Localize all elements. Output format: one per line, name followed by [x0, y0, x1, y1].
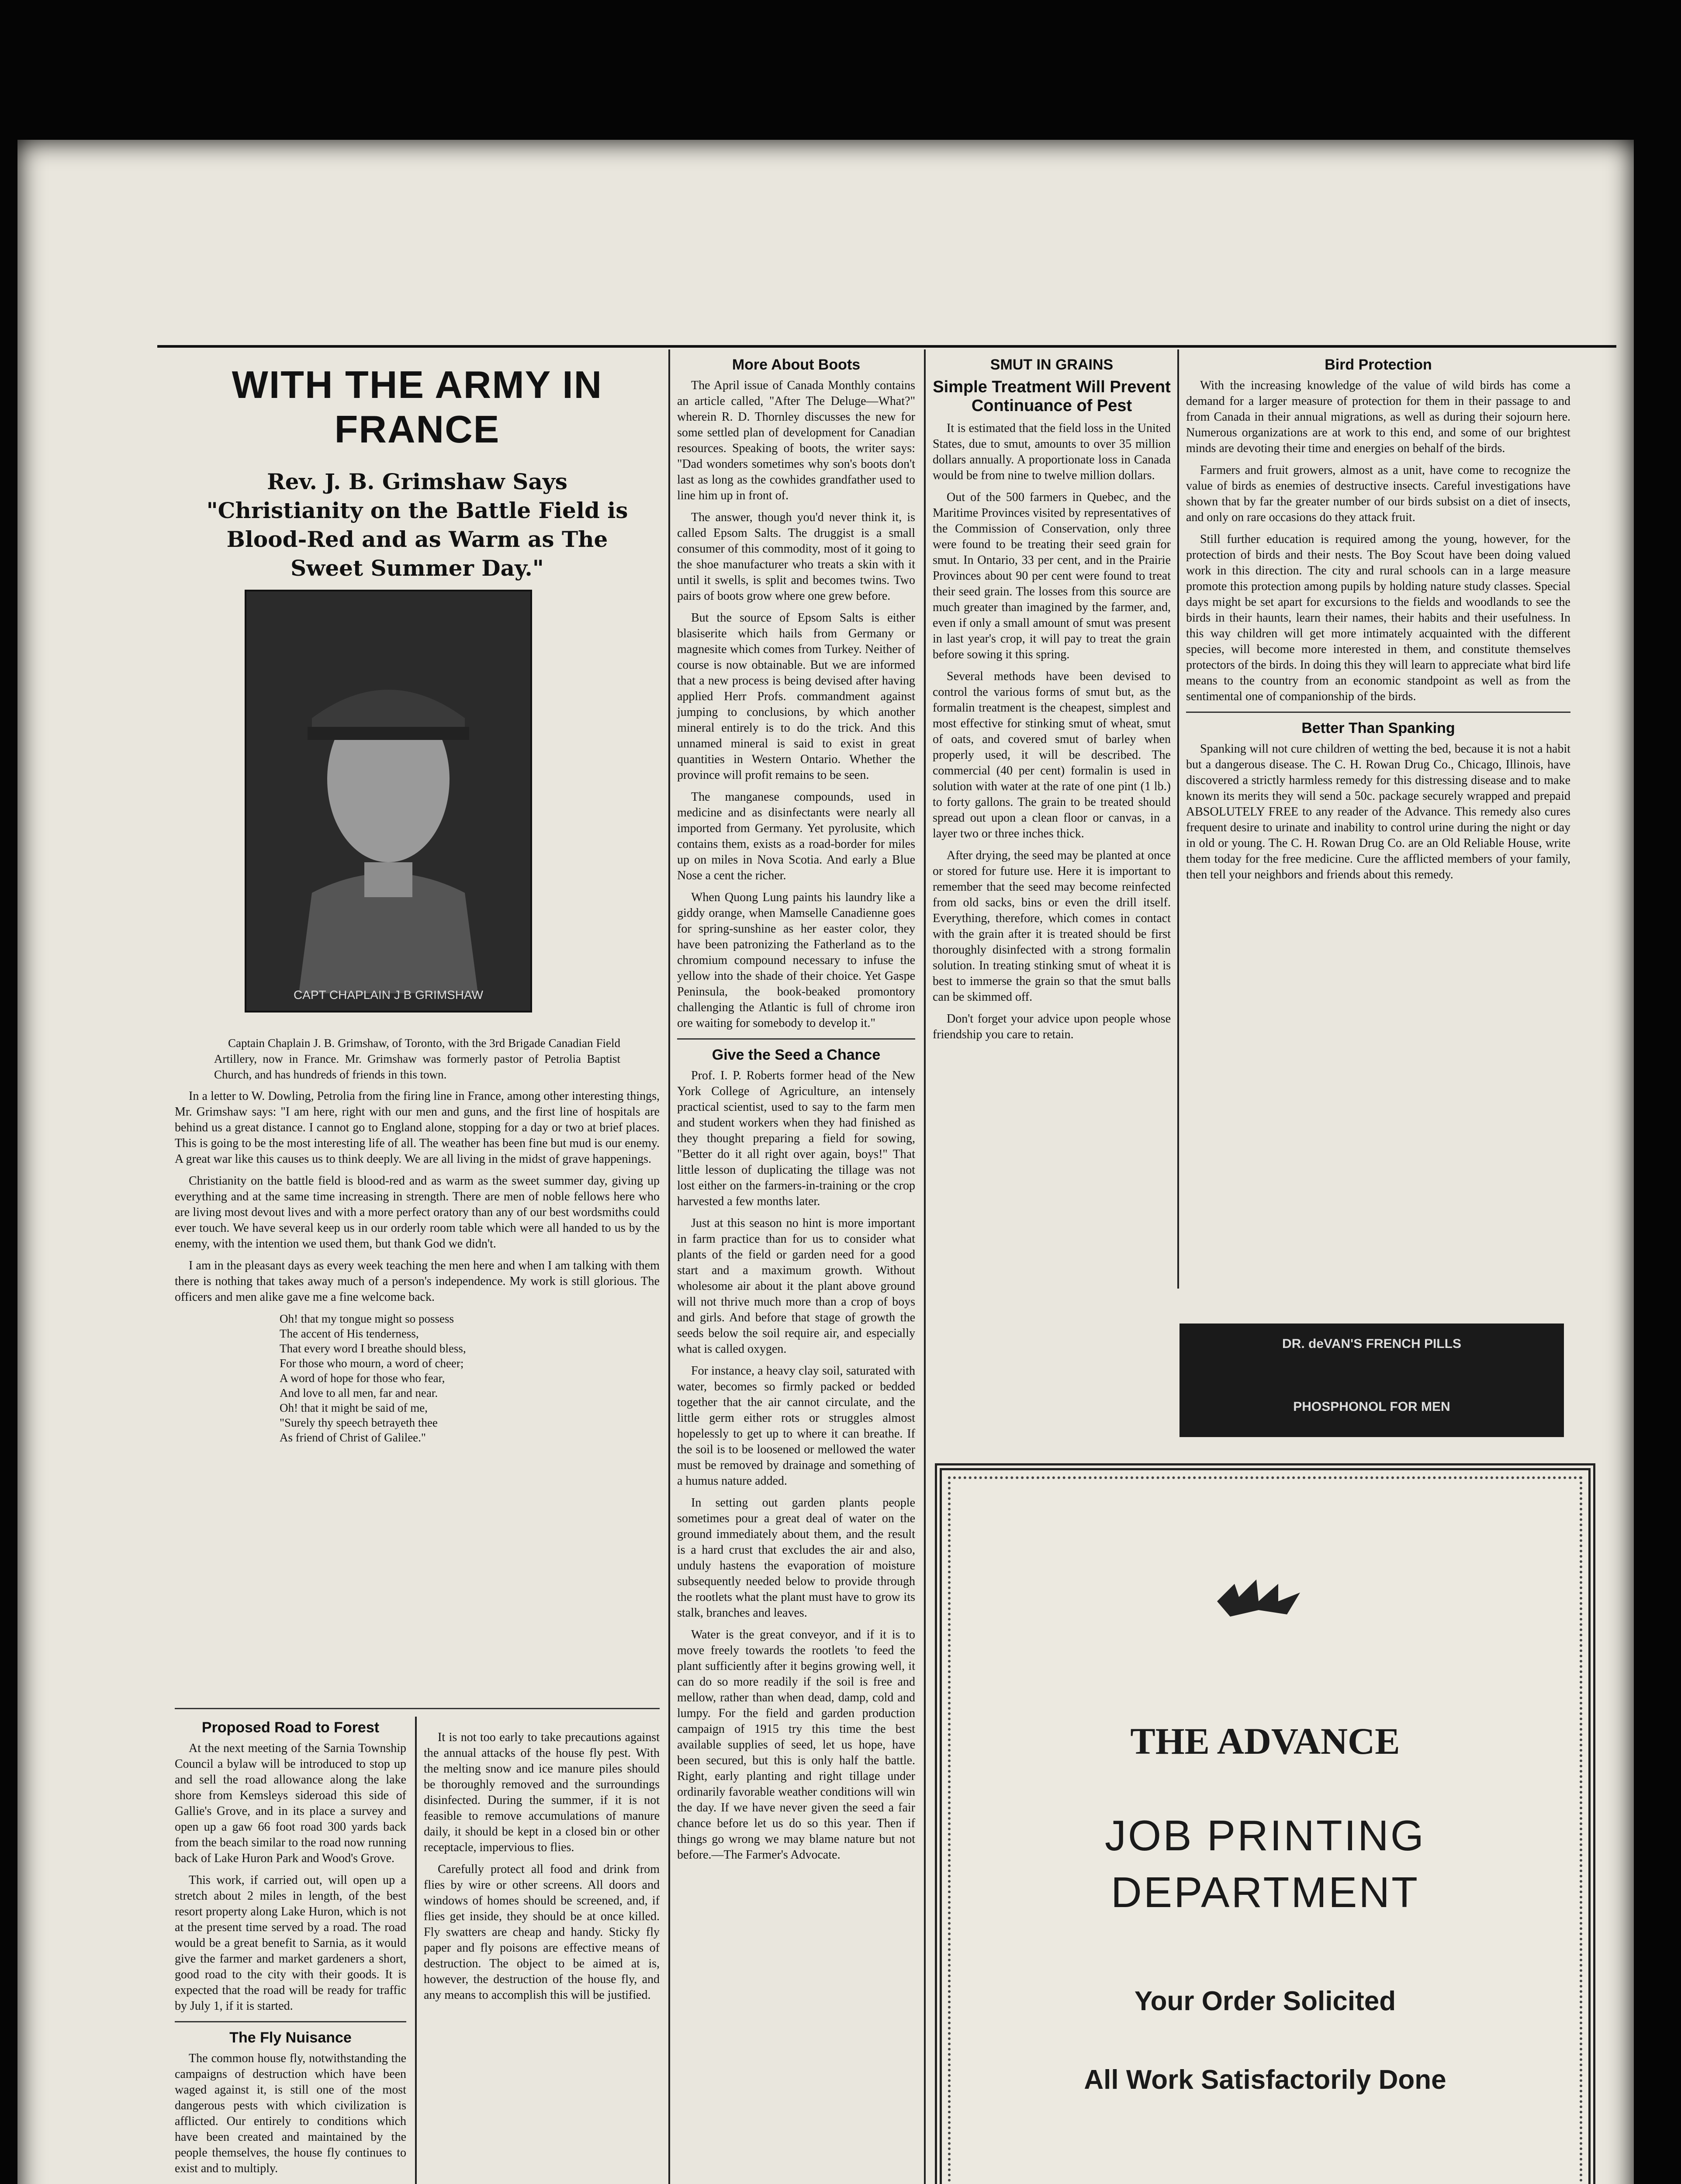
- section-divider: [1186, 712, 1570, 713]
- maple-leaf-ornament-icon: [1208, 1575, 1309, 1628]
- smut-subheadline: Simple Treatment Will Prevent Continuance of Pest: [933, 378, 1171, 415]
- boots-headline: More About Boots: [732, 356, 861, 373]
- road-paragraph: This work, if carried out, will open up a stretch about 2 miles in length, of the best resort property along Lake Huron, which is not at the present time served by a road. The road would be a great benefit to Sarnia, as it would give the farmer and market gardeners a short, good road to the city with their goods. It is expected that the road will be ready for traffic by July 1, if it is started.: [175, 1873, 406, 2013]
- top-rule: [157, 345, 1616, 348]
- seed-paragraph: For instance, a heavy clay soil, saturated with water, becomes so firmly packed or bedded together that the air cannot circulate, and the little germ either rots or struggles almost hopelessly to get up to where it can breathe. If the soil is to be loosened or mellowed the water must be removed by drainage and something of a humus nature added.: [677, 1364, 915, 1488]
- pills-advertisement: [1179, 1324, 1564, 1437]
- photo-caption: Captain Chaplain J. B. Grimshaw, of Toronto, with the 3rd Brigade Canadian Field Artillery, now in France. Mr. Grimshaw was formerly pastor of Petrolia Baptist Church, and has hundreds of friends in this town.: [214, 1037, 620, 1081]
- section-divider: [677, 1038, 915, 1040]
- column-rule-1: [668, 349, 670, 2184]
- smut-paragraph: Out of the 500 farmers in Quebec, and the Maritime Provinces visited by representatives of the Commission of Conservation, only three were found to be treating their seed grain for smut. In Ontario, 33 per cent, and in the Prairie Provinces about 90 per cent were found to treat their seed grain. The losses from this source are much greater than imagined by the farmer, and, even if only a small amount of smut was present in last year's crop, it will pay to treat the grain before sowing it this spring.: [933, 491, 1171, 661]
- boots-story: [677, 354, 915, 1869]
- bird-story: [1186, 354, 1570, 889]
- poem-line: And love to all men, far and near.: [280, 1386, 438, 1400]
- spanking-paragraph: Spanking will not cure children of wetting the bed, because it is not a habit but a dangerous disease. The C. H. Rowan Drug Co., Chicago, Illinois, have discovered a strictly harmless remedy for this distressing disease and to make known its merits they will send a 50c. package securely wrapped and prepaid ABSOLUTELY FREE to any reader of the Advance. This remedy also cures frequent desire to urinate and inability to control urine during the night or day in old or young. The C. H. Rowan Drug Co. are an Old Reliable House, write them today for the free medicine. Cure the afflicted members of your family, then tell your neighbors and friends about this remedy.: [1186, 742, 1570, 881]
- seed-paragraph: Water is the great conveyor, and if it is to move freely towards the rootlets 'to feed the plant sufficiently after it begins growing well, it can do so more readily if the soil is free and mellow, rather than when dead, damp, cold and lumpy. For the field and garden production campaign of 1915 try this time the best available supplies of seed, let us hope, have been secured, but this is only half the battle. Right, early planting and right tillage under ordinarily favorable weather conditions will win the day. If we have never given the seed a fair chance before let us do so this year. Then if things go wrong we may blame nature but not before.—The Farmer's Advocate.: [677, 1628, 915, 1862]
- smut-paragraph: It is estimated that the field loss in the United States, due to smut, amounts to over 35 million dollars annually. A proportionate loss in Canada would be from nine to twelve million dollars.: [933, 422, 1171, 482]
- portrait-caption: CAPT CHAPLAIN J B GRIMSHAW: [293, 988, 484, 1002]
- section-divider: [175, 2021, 406, 2022]
- fly-headline: The Fly Nuisance: [229, 2029, 352, 2046]
- poem-line: For those who mourn, a word of cheer;: [280, 1357, 464, 1370]
- road-story: [175, 1717, 406, 2184]
- ad-line-job-printing: JOB PRINTING: [1104, 1811, 1426, 1859]
- poem-line: The accent of His tenderness,: [280, 1327, 419, 1340]
- spanking-headline: Better Than Spanking: [1301, 720, 1455, 736]
- pills-ad-title: DR. deVAN'S FRENCH PILLS: [1282, 1337, 1461, 1351]
- main-subheadline: Rev. J. B. Grimshaw Says "Christianity on the Battle Field is Blood-Red and as Warm as The Sweet Summer Day.": [206, 469, 628, 581]
- seed-paragraph: Prof. I. P. Roberts former head of the New York College of Agriculture, an intensely practical scientist, used to say to the farm men and student workers when they had finished as they thought preparing a field for sowing, "Better do it all right over again, boys!" That little lesson of duplicating the tillage was not lost either on the farmers-in-training or the crop harvested a few months later.: [677, 1069, 915, 1208]
- smut-story: [933, 354, 1171, 1049]
- poem-line: Oh! that my tongue might so possess: [280, 1312, 454, 1325]
- smut-paragraph: Don't forget your advice upon people whose friendship you care to retain.: [933, 1012, 1171, 1041]
- seed-headline: Give the Seed a Chance: [712, 1047, 881, 1063]
- fly-paragraph: The common house fly, notwithstanding the campaigns of destruction which have been waged against it, is still one of the most dangerous pests with which civilization is afflicted. Our entirely to conditions which have been created and maintained by the people themselves, the house fly continues to exist and to multiply.: [175, 2052, 406, 2175]
- main-paragraph: Christianity on the battle field is blood-red and as warm as the sweet summer day, giving up everything and at the same time increasing in strength. There are men of noble fellows here who are living most devout lives and with a more perfect oratory than any of our best wordsmiths could ever touch. We have several keep us in our orderly room table which were all handed to us by the enemy, with the intention we used them, but thank God we didn't.: [175, 1174, 660, 1251]
- soldier-photo-icon: [246, 591, 530, 1011]
- column-rule-2: [924, 349, 926, 2184]
- fly-paragraph: It is not too early to take precautions against the annual attacks of the house fly pest. With the melting snow and ice manure piles should be thoroughly removed and the surroundings disinfected. During the summer, if it is not feasible to remove accumulations of manure daily, it should be kept in a closed bin or other receptacle, impervious to flies.: [424, 1731, 660, 1854]
- ad-line-department: DEPARTMENT: [1110, 1868, 1420, 1916]
- smut-headline: SMUT IN GRAINS: [990, 356, 1114, 373]
- ad-line-work: All Work Satisfactorily Done: [1084, 2065, 1446, 2095]
- boots-paragraph: The answer, though you'd never think it, is called Epsom Salts. The druggist is a small consumer of this commodity, most of it going to the shoe manufacturer who treats a skin with it until it swells, is split and becomes twins. Two pairs of boots grow where one grew before.: [677, 511, 915, 603]
- fly-story-continued: [424, 1730, 660, 2009]
- main-story-body: [175, 1035, 660, 1454]
- road-paragraph: At the next meeting of the Sarnia Township Council a bylaw will be introduced to stop up and sell the road allowance along the lake shore from Kemsleys sideroad this side of Gallie's Grove, and in its place a survey and open up a gaw 66 foot road 300 yards back from the beach similar to the road now running back of Lake Huron Park and Wood's Grove.: [175, 1742, 406, 1865]
- chaplain-portrait: [245, 590, 532, 1013]
- column-rule-3: [1177, 349, 1179, 1289]
- boots-paragraph: When Quong Lung paints his laundry like a giddy orange, when Mamselle Canadienne goes for spring-sunshine as her easter color, they have been patronizing the Fatherland as to the chromium compound necessary to infuse the yellow into the shade of their choice. Yet Gaspe Peninsula, the book-beaked promontory challenging the Atlantic is full of chrome iron ore waiting for somebody to develop it.": [677, 891, 915, 1030]
- pills-ad-subtitle: PHOSPHONOL FOR MEN: [1293, 1400, 1450, 1414]
- poem-line: Oh! that it might be said of me,: [280, 1401, 428, 1414]
- poem-line: That every word I breathe should bless,: [280, 1342, 466, 1355]
- seed-paragraph: In setting out garden plants people sometimes pour a great deal of water on the ground immediately about them, and the result is a hard crust that excludes the air and also, unduly hastens the evaporation of moisture subsequently needed below to provide through the rootlets what the plant must have to grow its stalk, branches and leaves.: [677, 1496, 915, 1620]
- main-headline: WITH THE ARMY IN FRANCE: [232, 363, 603, 451]
- ad-title: THE ADVANCE: [1130, 1720, 1400, 1762]
- bird-paragraph: With the increasing knowledge of the value of wild birds has come a demand for a larger measure of protection for them in their passage to and from Canada in their annual migrations, as well as during their sojourn here. Numerous organizations are at work to this end, and some of our brightest minds are devoting their time and energies on behalf of the birds.: [1186, 379, 1570, 455]
- job-printing-advertisement: [935, 1463, 1595, 2184]
- road-headline: Proposed Road to Forest: [201, 1719, 380, 1736]
- bird-headline: Bird Protection: [1325, 356, 1432, 373]
- section-divider: [175, 1708, 660, 1709]
- bird-paragraph: Still further education is required among the young, however, for the protection of birds and their nests. The Boy Scout have been doing valued work in this direction. The city and rural schools can in a large measure promote this protection among pupils by holding nature study classes. Special days might be set apart for excursions to the fields and woodlands to see the birds in their haunts, learn their names, their habits and their usefulness. In this way children will get more intimately acquainted with the different species, will become more interested in them, and constitute themselves protectors of the birds. In doing this they will learn to appreciate what bird life means to the country from an economic standpoint as well as from the sentimental one of companionship of the birds.: [1186, 532, 1570, 703]
- boots-paragraph: The manganese compounds, used in medicine and as disinfectants were nearly all imported from Germany. Yet pyrolusite, which contains them, exists as a road-border for miles up on miles in Nova Scotia. And early a Blue Nose a cent the richer.: [677, 790, 915, 882]
- ad-line-order: Your Order Solicited: [1134, 1986, 1396, 2016]
- main-paragraph: I am in the pleasant days as every week teaching the men here and when I am talking with them there is nothing that takes away much of a person's independence. My work is still glorious. The officers and men alike gave me a fine welcome back.: [175, 1259, 660, 1304]
- seed-paragraph: Just at this season no hint is more important in farm practice than for us to consider what plants of the field or garden need for a good start and a maximum growth. Without wholesome air about it the plant above ground will not thrive much more than a crop of boys and girls. And before that stage of growth the seeds below the soil require air, and especially what is called oxygen.: [677, 1216, 915, 1356]
- column-rule-lower: [415, 1717, 417, 2184]
- poem-line: As friend of Christ of Galilee.": [280, 1431, 426, 1444]
- bird-paragraph: Farmers and fruit growers, almost as a unit, have come to recognize the value of birds as enemies of destructive insects. Careful investigations have shown that by far the greater number of our birds subsist on a diet of insects, and only on rare occasions do they attack fruit.: [1186, 463, 1570, 524]
- smut-paragraph: Several methods have been devised to control the various forms of smut but, as the formalin treatment is the cheapest, simplest and most effective for stinking smut of wheat, smut of oats, and covered smut of barley when properly used, it will be described. The commercial (40 per cent) formalin is used in solution with water at the rate of one pint (1 lb.) to forty gallons. The grain to be treated should spread out upon a clean floor or canvas, in a layer two or three inches thick.: [933, 670, 1171, 840]
- main-paragraph: In a letter to W. Dowling, Petrolia from the firing line in France, among other interesting things, Mr. Grimshaw says: "I am here, right with our men and guns, and the first line of hospitals are behind us a great distance. I cannot go to England alone, stopping for a day or two at brief places. This is going to be the most interesting life of all. The weather has been fine but mud is our enemy. A great war like this causes us to think deeply. We are all living in the midst of grave happenings.: [175, 1089, 660, 1166]
- poem: [175, 1311, 660, 1445]
- boots-paragraph: But the source of Epsom Salts is either blasiserite which hails from Germany or magnesite which comes from Turkey. Neither of course is now obtainable. But we are informed that a new process is being devised after having applied Herr Profs. commandment against jumping to conclusions, by which another mineral entirely is to do the trick. And this unnamed mineral is said to exist in great quantities in Western Ontario. Whether the province will profit remains to be seen.: [677, 611, 915, 782]
- boots-paragraph: The April issue of Canada Monthly contains an article called, "After The Deluge—What?" wherein R. D. Thornley discusses the new for some settled plan of development for Canadian resources. Speaking of boots, the writer says: "Dad wonders sometimes why son's boots don't last as long as the cowhides grandfather used to line him up in front of.: [677, 379, 915, 502]
- fly-paragraph: Carefully protect all food and drink from flies by wire or other screens. All doors and windows of homes should be screened, and, if flies get inside, they should be at once killed. Fly swatters are cheap and handy. Sticky fly paper and fly poisons are effective means of destruction. The object to be aimed at is, however, the destruction of the house fly, and any means to accomplish this will be justified.: [424, 1863, 660, 2002]
- main-story: [175, 354, 660, 583]
- poem-line: "Surely thy speech betrayeth thee: [280, 1416, 438, 1429]
- poem-line: A word of hope for those who fear,: [280, 1372, 445, 1385]
- smut-paragraph: After drying, the seed may be planted at once or stored for future use. Here it is important to remember that the seed may become reinfected from old sacks, bins or even the drill itself. Everything, therefore, which comes in contact with the grain after it is treated should be first thoroughly disinfected with a strong formalin solution. In treating stinking smut of wheat it is best to immerse the grain so that the smut balls can be skimmed off.: [933, 849, 1171, 1004]
